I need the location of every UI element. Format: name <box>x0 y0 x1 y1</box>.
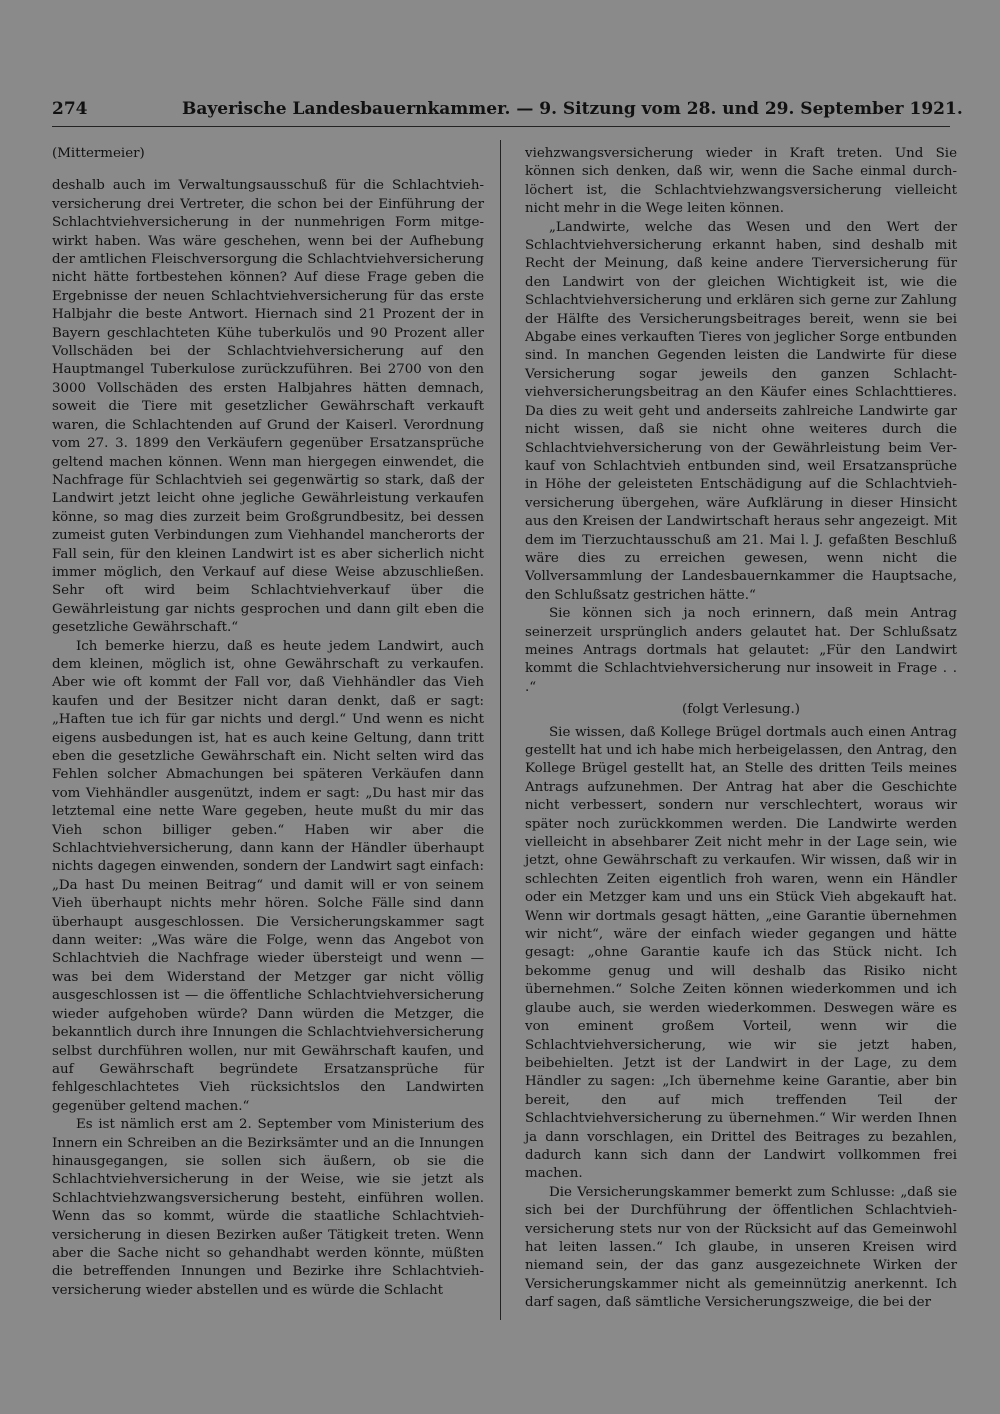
paragraph: Sie wissen, daß Kollege Brügel dortmals auch einen Antrag gestellt hat und ich habe mich herbeigelassen, den Antrag, den Kollege Brügel gestellt hat, an Stelle des dritten Teils meines Antrags aufzunehmen. Der Antrag hat aber die Geschichte nicht verbessert, sondern nur verschlechtert, woraus wir später noch zurückkommen werden. Die Landwirte werden vielleicht in absehbarer Zeit nicht mehr in der Lage sein, wie jetzt, ohne Gewährschaft zu verkaufen. Wir wissen, daß wir in schlechten Zeiten eigentlich froh waren, wenn ein Händler oder ein Metzger kam und uns ein Stück Vieh abgekauft hat. Wenn wir dortmals gesagt hätten, „eine Garantie übernehmen wir nicht“, wäre der einfach wieder gegangen und hätte gesagt: „ohne Garantie kaufe ich das Stück nicht. Ich bekomme genug und will deshalb das Risiko nicht übernehmen.“ Solche Zeiten können wiederkommen und ich glaube auch, sie werden wiederkommen. Deswegen wäre es von eminent großem Vorteil, wenn wir die Schlachtviehversicherung, wie wir sie jetzt haben, beibehielten. Jetzt ist der Landwirt in der Lage, zu dem Händler zu sagen: „Ich übernehme keine Garantie, aber bin bereit, den auf mich treffenden Teil der Schlachtviehversicherung zu übernehmen.“ Wir werden Ihnen ja dann vorschlagen, ein Drittel des Beitrages zu bezahlen, dadurch kann sich dann der Landwirt vollkommen frei machen. <box>525 724 957 1182</box>
page-number: 274 <box>52 99 88 119</box>
left-column <box>52 145 484 1300</box>
paragraph: Ich bemerke hierzu, daß es heute jedem Landwirt, auch dem kleinen, möglich ist, ohne Gewährschaft zu verkaufen. Aber wie oft kommt der Fall vor, daß Viehhändler das Vieh kaufen und der Besitzer nicht daran denkt, daß er sagt: „Haften tue ich für gar nichts und dergl.“ Und wenn es nicht eigens ausbedungen ist, hat es auch keine Geltung, dann tritt eben die gesetzliche Gewährschaft ein. Nicht selten wird das Fehlen solcher Abmachungen bei späteren Verkäufen dann vom Viehhändler ausgenützt, indem er sagt: „Du hast mir das letztemal eine nette Ware gegeben, heute mußt du mir das Vieh schon billiger geben.“ Haben wir aber die Schlachtviehversicherung, dann kann der Händler überhaupt nichts dagegen einwenden, sondern der Landwirt sagt einfach: „Da hast Du meinen Beitrag“ und damit will er von seinem Vieh überhaupt nichts mehr hören. Solche Fälle sind dann überhaupt ausgeschlossen. Die Versicherungskammer sagt dann weiter: „Was wäre die Folge, wenn das Angebot von Schlachtvieh die Nachfrage wieder übersteigt und wenn — was bei dem Widerstand der Metzger gar nicht völlig ausgeschlossen ist — die öffentliche Schlachtviehversicherung wieder aufgehoben würde? Dann würden die Metzger, die bekanntlich durch ihre Innungen die Schlachtviehversicherung selbst durchführen wollen, nur mit Gewährschaft kaufen, und auf Gewährschaft begründete Ersatzansprüche für fehlgeschlachtetes Vieh rücksichtslos den Landwirten gegenüber geltend machen.“ <box>52 638 484 1114</box>
header-rule <box>52 126 950 127</box>
paragraph: Es ist nämlich erst am 2. September vom Ministerium des Innern ein Schreiben an die Bezirksämter und an die Innungen hinausgegangen, sie sollen sich äußern, ob sie die Schlachtviehversicherung in der Weise, wie sie jetzt als Schlachtviehzwangsversicherung besteht, einführen wollen. Wenn das so kommt, würde die staatliche Schlachtviehversicherung in diesen Bezirken außer Tätigkeit treten. Wenn aber die Sache nicht so gehandhabt werden könnte, müßten die betreffenden Innungen und Bezirke ihre Schlachtviehversicherung wieder abstellen und es würde die Schlacht <box>52 1117 484 1298</box>
paragraph: Sie können sich ja noch erinnern, daß mein Antrag seinerzeit ursprünglich anders gelautet hat. Der Schlußsatz meines Antrags dortmals hat gelautet: „Für den Landwirt kommt die Schlachtviehversicherung nur insoweit in Frage . . .“ <box>525 606 957 695</box>
right-column <box>525 145 957 1313</box>
page-title: Bayerische Landesbauernkammer. — 9. Sitzung vom 28. und 29. September 1921. <box>182 99 963 119</box>
paragraph: „Landwirte, welche das Wesen und den Wert der Schlachtviehversicherung erkannt haben, sind deshalb mit Recht der Meinung, daß keine andere Tierversicherung für den Landwirt von der gleichen Wichtigkeit ist, wie die Schlachtviehversicherung und erklären sich gerne zur Zahlung der Hälfte des Versicherungsbeitrages bereit, wenn sie bei Abgabe eines verkauften Tieres von jeglicher Sorge entbunden sind. In manchen Gegenden leisten die Landwirte für diese Versicherung sogar jeweils den ganzen Schlachtviehversicherungsbeitrag an den Käufer eines Schlachttieres. Da dies zu weit geht und anderseits zahlreiche Landwirte gar nicht wissen, daß sie nicht ohne weiteres durch die Schlachtviehversicherung von der Gewährleistung beim Verkauf von Schlachtvieh entbunden sind, weil Ersatzansprüche in Höhe der geleisteten Entschädigung auf die Schlachtviehversicherung übergehen, wäre Aufklärung in dieser Hinsicht aus den Kreisen der Landwirtschaft heraus sehr angezeigt. Mit dem im Tierzuchtausschuß am 21. Mai l. J. gefaßten Beschluß wäre dies zu erreichen gewesen, wenn nicht die Vollversammlung der Landesbauernkammer die Hauptsache, den Schlußsatz gestrichen hätte.“ <box>525 219 957 603</box>
paragraph: deshalb auch im Verwaltungsausschuß für die Schlachtviehversicherung drei Vertreter, die schon bei der Einführung der Schlachtviehversicherung in der nunmehrigen Form mitgewirkt haben. Was wäre geschehen, wenn bei der Aufhebung der amtlichen Fleischversorgung die Schlachtviehversicherung nicht hätte fortbestehen können? Auf diese Frage geben die Ergebnisse der neuen Schlachtviehversicherung für das erste Halbjahr die beste Antwort. Hiernach sind 21 Prozent der in Bayern geschlachteten Kühe tuberkulös und 90 Prozent aller Vollschäden bei der Schlachtviehversicherung auf den Hauptmangel Tuberkulose zurückzuführen. Bei 2700 von den 3000 Vollschäden des ersten Halbjahres hätten demnach, soweit die Tiere mit gesetzlicher Gewährschaft verkauft waren, die Schlachtenden auf Grund der Kaiserl. Verordnung vom 27. 3. 1899 den Verkäufern gegenüber Ersatzansprüche geltend machen können. Wenn man hiergegen einwendet, die Nachfrage für Schlachtvieh sei gegenwärtig so stark, daß der Landwirt jetzt leicht ohne jegliche Gewährleistung verkaufen könne, so mag dies zurzeit beim Großgrundbesitz, bei dessen zumeist guten Verbindungen zum Viehhandel mancherorts der Fall sein, für den kleinen Landwirt ist es aber sicherlich nicht immer möglich, den Verkauf auf diese Weise abzuschließen. Sehr oft wird beim Schlachtviehverkauf über die Gewährleistung gar nichts gesprochen und dann gilt eben die gesetzliche Gewährschaft.“ <box>52 178 484 636</box>
paragraph: Die Versicherungskammer bemerkt zum Schlusse: „daß sie sich bei der Durchführung der öffentlichen Schlachtviehversicherung stets nur von der Rücksicht auf das Gemeinwohl hat leiten lassen.“ Ich glaube, in unseren Kreisen wird niemand sein, der das ganz ausgezeichnete Wirken der Versicherungskammer nicht als gemeinnützig anerkennt. Ich darf sagen, daß sämtliche Versicherungszweige, die bei der <box>525 1184 957 1311</box>
column-divider <box>500 140 501 1320</box>
speaker-name: (Mittermeier) <box>52 146 145 161</box>
paragraph: viehzwangsversicherung wieder in Kraft treten. Und Sie können sich denken, daß wir, wenn die Sache einmal durchlöchert ist, die Schlachtviehzwangsversicherung vielleicht nicht mehr in die Wege leiten können. <box>525 146 957 217</box>
centered-note: (folgt Verlesung.) <box>682 702 800 718</box>
